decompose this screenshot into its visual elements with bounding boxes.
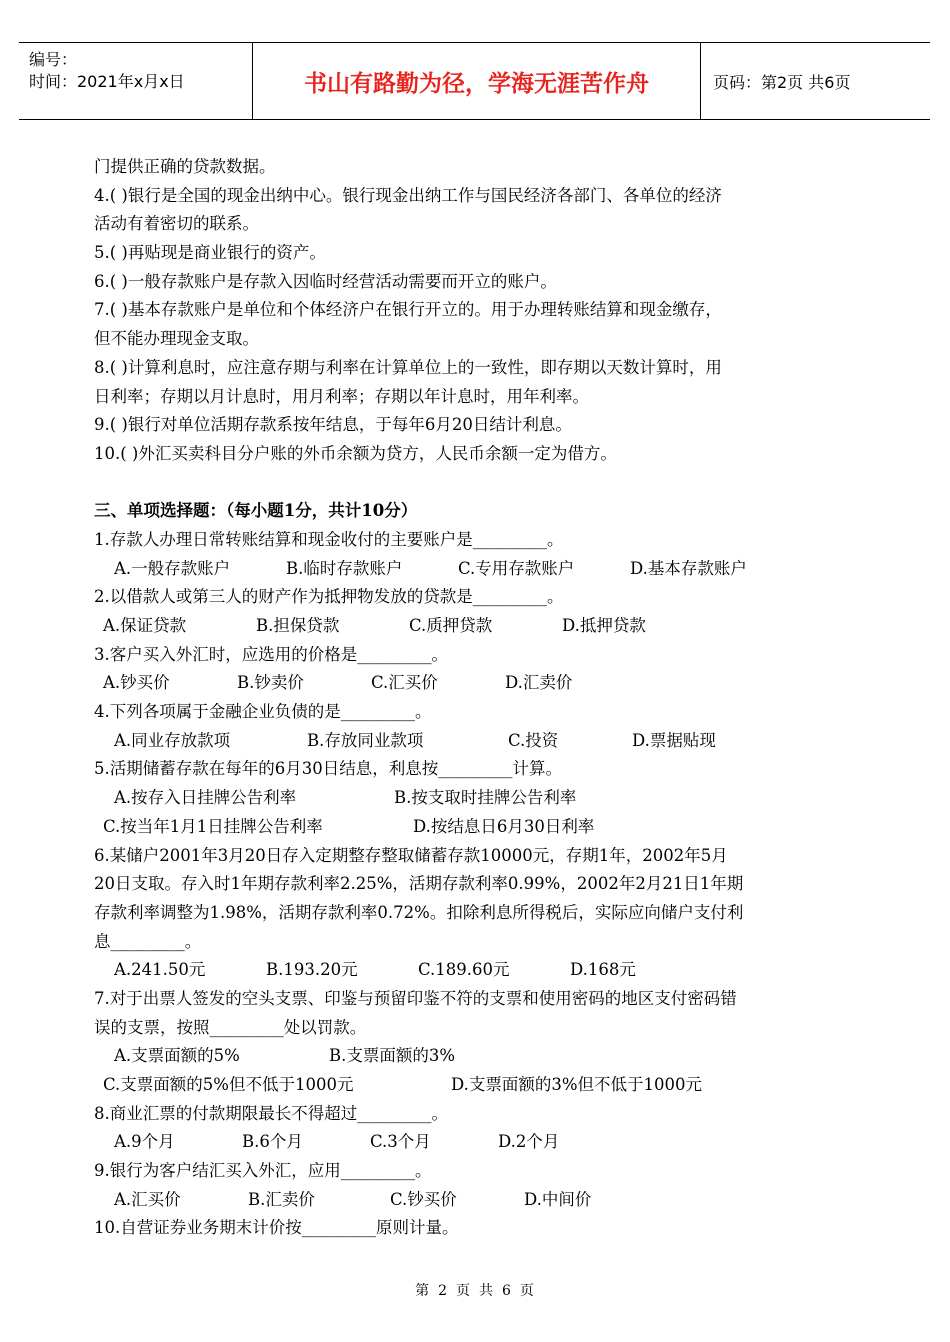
text-line: 10.( )外汇买卖科目分户账的外币余额为贷方，人民币余额一定为借方。 [94, 443, 617, 463]
option: B.汇卖价 [248, 1189, 315, 1209]
question-6: 息_________。 [94, 931, 202, 951]
page-footer [0, 1280, 950, 1300]
section-title: 三、单项选择题：（每小题1分，共计10分） [94, 501, 418, 521]
option: A.汇买价 [114, 1189, 181, 1209]
question-4: 4.下列各项属于金融企业负债的是_________。 [94, 702, 432, 722]
text-line: 4.( )银行是全国的现金出纳中心。银行现金出纳工作与国民经济各部门、各单位的经济 [94, 185, 722, 205]
header-motto: 书山有路勤为径，学海无涯苦作舟 [252, 43, 701, 119]
text-line: 9.( )银行对单位活期存款系按年结息，于每年6月20日结计利息。 [94, 415, 572, 435]
question-6-options [94, 956, 864, 985]
question-6: 6.某储户2001年3月20日存入定期整存整取储蓄存款10000元，存期1年，2002年5月 [94, 845, 728, 865]
option: D.票据贴现 [632, 730, 716, 750]
text-line: 5.( )再贴现是商业银行的资产。 [94, 243, 326, 263]
option: A.同业存放款项 [114, 730, 231, 750]
question-7-options-a [94, 1042, 864, 1071]
footer-total-pages: 6 [502, 1283, 512, 1299]
question-8: 8.商业汇票的付款期限最长不得超过_________。 [94, 1103, 448, 1123]
option: D.按结息日6月30日利率 [413, 816, 595, 836]
page-header [19, 42, 930, 120]
option: C.汇买价 [371, 673, 438, 693]
option: A.支票面额的5% [114, 1046, 240, 1066]
header-page-info: 页码：第2页 共6页 [713, 72, 851, 92]
question-7-options-b [94, 1071, 864, 1100]
question-4-options [94, 727, 864, 756]
spacer [94, 469, 864, 498]
option: C.钞买价 [390, 1189, 457, 1209]
question-2-options [94, 612, 864, 641]
option: D.基本存款账户 [630, 558, 747, 578]
question-9: 9.银行为客户结汇买入外汇，应用_________。 [94, 1161, 432, 1181]
option: B.按支取时挂牌公告利率 [394, 788, 577, 808]
option: D.168元 [570, 960, 636, 980]
footer-ye2: 页 [519, 1283, 535, 1299]
text-line: 门提供正确的贷款数据。 [94, 157, 276, 176]
footer-gong: 共 [479, 1283, 494, 1299]
option: B.6个月 [242, 1132, 303, 1152]
header-meta [19, 43, 252, 119]
question-5-options-b [94, 813, 864, 842]
option: A.一般存款账户 [114, 558, 231, 578]
question-6: 存款利率调整为1.98%，活期存款利率0.72%。扣除利息所得税后，实际应向储户支付利 [94, 902, 744, 922]
text-line: 日利率；存期以月计息时，用月利率；存期以年计息时，用年利率。 [94, 386, 589, 406]
option: B.支票面额的3% [329, 1046, 456, 1066]
option: C.189.60元 [418, 960, 510, 980]
number-label: 编号： [29, 50, 78, 69]
question-7: 误的支票，按照_________处以罚款。 [94, 1017, 367, 1037]
text-line: 但不能办理现金支取。 [94, 329, 259, 349]
option: C.支票面额的5%但不低于1000元 [103, 1075, 354, 1094]
question-8-options [94, 1128, 864, 1157]
option: C.3个月 [370, 1132, 431, 1152]
question-3-options [94, 669, 864, 698]
option: A.按存入日挂牌公告利率 [114, 788, 297, 808]
question-7: 7.对于出票人签发的空头支票、印鉴与预留印鉴不符的支票和使用密码的地区支付密码错 [94, 988, 737, 1008]
question-10: 10.自营证券业务期末计价按_________原则计量。 [94, 1218, 459, 1238]
option: A.241.50元 [114, 960, 206, 980]
time-label: 时间：2021年x月x日 [29, 72, 185, 91]
text-line: 6.( )一般存款账户是存款入因临时经营活动需要而开立的账户。 [94, 271, 557, 291]
question-1: 1.存款人办理日常转账结算和现金收付的主要账户是_________。 [94, 529, 564, 549]
question-9-options [94, 1186, 864, 1215]
option: C.专用存款账户 [458, 558, 575, 578]
option: D.汇卖价 [505, 673, 573, 693]
option: B.193.20元 [266, 960, 358, 980]
question-2: 2.以借款人或第三人的财产作为抵押物发放的贷款是_________。 [94, 587, 564, 607]
footer-page-number: 2 [438, 1283, 448, 1299]
option: A.9个月 [114, 1132, 175, 1152]
option: C.按当年1月1日挂牌公告利率 [103, 816, 323, 836]
option: C.投资 [508, 730, 559, 750]
option: B.临时存款账户 [286, 558, 403, 578]
option: C.质押贷款 [409, 616, 493, 635]
option: A.保证贷款 [103, 616, 187, 635]
option: B.担保贷款 [256, 616, 340, 635]
document-body [94, 153, 864, 1243]
question-6: 20日支取。存入时1年期存款利率2.25%，活期存款利率0.99%，2002年2月21日1年期 [94, 874, 744, 894]
footer-di: 第 [415, 1283, 431, 1299]
option: B.存放同业款项 [307, 730, 424, 750]
option: B.钞卖价 [237, 673, 304, 693]
option: D.抵押贷款 [562, 616, 646, 635]
question-1-options [94, 555, 864, 584]
text-line: 7.( )基本存款账户是单位和个体经济户在银行开立的。用于办理转账结算和现金缴存， [94, 300, 722, 320]
text-line: 8.( )计算利息时，应注意存期与利率在计算单位上的一致性，即存期以天数计算时，用 [94, 357, 722, 377]
text-line: 活动有着密切的联系。 [94, 214, 259, 234]
footer-ye: 页 [456, 1283, 471, 1299]
option: D.中间价 [524, 1189, 592, 1209]
question-3: 3.客户买入外汇时，应选用的价格是_________。 [94, 644, 448, 664]
option: A.钞买价 [103, 673, 170, 693]
question-5: 5.活期储蓄存款在每年的6月30日结息，利息按_________计算。 [94, 759, 562, 779]
option: D.支票面额的3%但不低于1000元 [451, 1075, 703, 1094]
option: D.2个月 [498, 1132, 560, 1152]
question-5-options-a [94, 784, 864, 813]
